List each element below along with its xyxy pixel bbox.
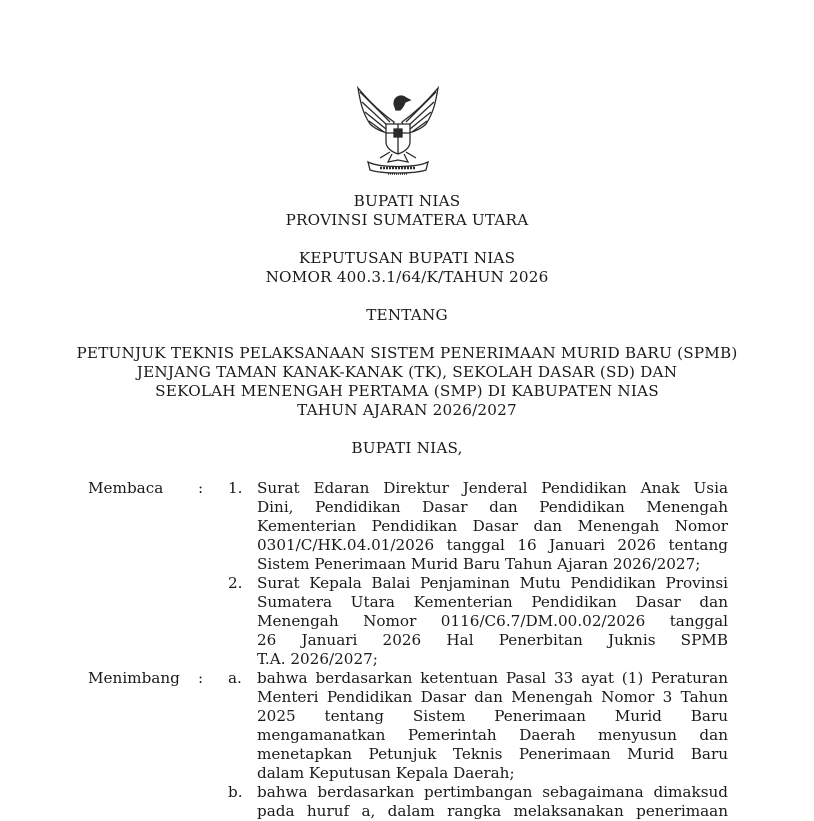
text-line: pada huruf a, dalam rangka melaksanakan penerimaan — [257, 802, 728, 820]
menimbang-colon: : — [198, 669, 204, 687]
issuer-title: BUPATI NIAS, — [351, 439, 463, 457]
membaca-item-1-marker: 1. — [228, 479, 243, 497]
membaca-label: Membaca — [88, 479, 164, 497]
text-line: Menteri Pendidikan Dasar dan Menengah Nomor 3 Tahun — [257, 688, 728, 706]
menimbang-item-b-marker: b. — [228, 783, 243, 801]
text-line: Surat Edaran Direktur Jenderal Pendidikan Anak Usia — [257, 479, 728, 497]
text-line: Dini, Pendidikan Dasar dan Pendidikan Menengah — [257, 498, 728, 516]
text-line: T.A. 2026/2027; — [257, 650, 378, 668]
membaca-item-2-marker: 2. — [228, 574, 243, 592]
text-line: bahwa berdasarkan ketentuan Pasal 33 ayat (1) Peraturan — [257, 669, 728, 687]
issuer-block — [0, 439, 814, 458]
text-line: mengamanatkan Pemerintah Daerah menyusun dan — [257, 726, 728, 744]
menimbang-label: Menimbang — [88, 669, 180, 687]
menimbang-item-a-marker: a. — [228, 669, 242, 687]
subject-line: PETUNJUK TEKNIS PELAKSANAAN SISTEM PENERIMAAN MURID BARU (SPMB) — [76, 344, 738, 362]
about-label: TENTANG — [366, 306, 448, 324]
subject-line: JENJANG TAMAN KANAK-KANAK (TK), SEKOLAH DASAR (SD) DAN — [136, 363, 678, 381]
decree-title: KEPUTUSAN BUPATI NIAS — [298, 249, 516, 267]
membaca-item-1 — [257, 479, 728, 574]
subject-line: TAHUN AJARAN 2026/2027 — [297, 401, 517, 419]
subject-line: SEKOLAH MENENGAH PERTAMA (SMP) DI KABUPATEN NIAS — [155, 382, 659, 400]
text-line: Kementerian Pendidikan Dasar dan Menengah Nomor — [257, 517, 728, 535]
decree-subject — [0, 344, 814, 420]
text-line: 26 Januari 2026 Hal Penerbitan Juknis SPMB — [257, 631, 728, 649]
header-regent-title: BUPATI NIAS — [353, 192, 461, 210]
membaca-colon: : — [198, 479, 204, 497]
header-province: PROVINSI SUMATERA UTARA — [285, 211, 529, 229]
text-line: menetapkan Petunjuk Teknis Penerimaan Murid Baru — [257, 745, 728, 763]
text-line: 0301/C/HK.04.01/2026 tanggal 16 Januari 2026 tentang — [257, 536, 728, 554]
decree-heading — [0, 249, 814, 287]
text-line: Sumatera Utara Kementerian Pendidikan Dasar dan — [257, 593, 728, 611]
text-line: Surat Kepala Balai Penjaminan Mutu Pendidikan Provinsi — [257, 574, 728, 592]
decree-number: NOMOR 400.3.1/64/K/TAHUN 2026 — [265, 268, 549, 286]
garuda-emblem-icon — [350, 82, 446, 178]
text-line: Menengah Nomor 0116/C6.7/DM.00.02/2026 tanggal — [257, 612, 728, 630]
membaca-item-2 — [257, 574, 728, 669]
menimbang-item-a — [257, 669, 728, 783]
text-line: bahwa berdasarkan pertimbangan sebagaimana dimaksud — [257, 783, 728, 801]
decree-about — [0, 306, 814, 325]
text-line: dalam Keputusan Kepala Daerah; — [257, 764, 515, 782]
header-block — [0, 192, 814, 230]
text-line: 2025 tentang Sistem Penerimaan Murid Baru — [257, 707, 728, 725]
menimbang-item-b — [257, 783, 728, 821]
text-line: Sistem Penerimaan Murid Baru Tahun Ajaran 2026/2027; — [257, 555, 701, 573]
